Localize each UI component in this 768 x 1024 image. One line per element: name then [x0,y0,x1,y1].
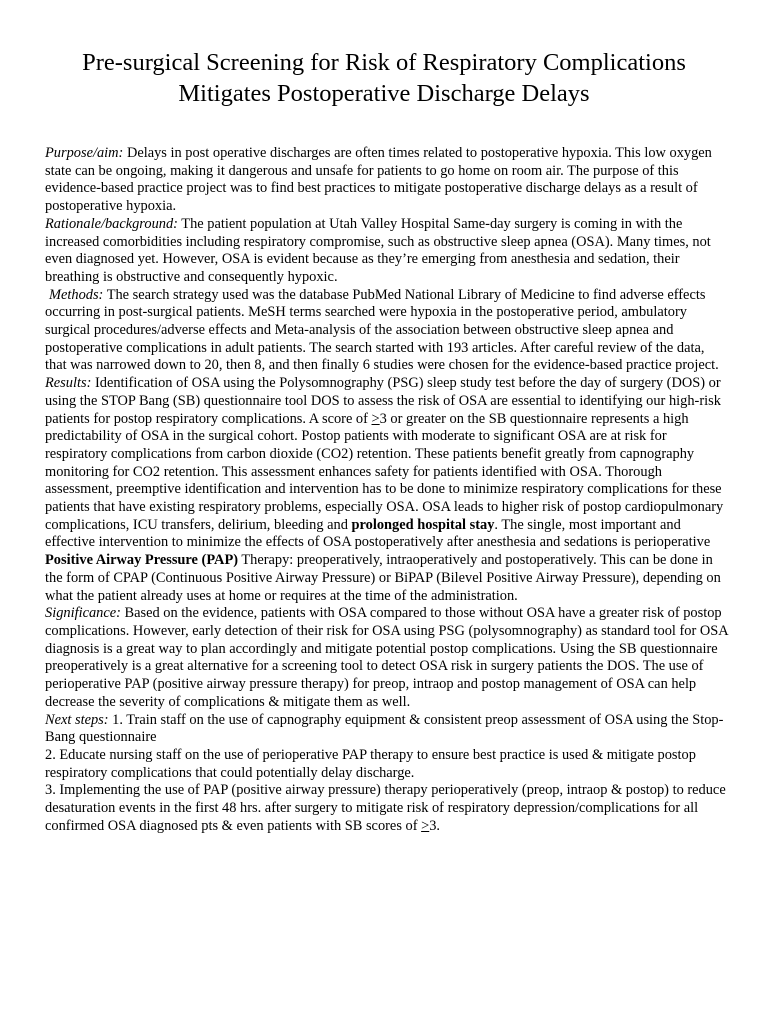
rationale-label: Rationale/background: [45,215,178,232]
next-steps-item-1 [45,712,728,747]
abstract-body [45,145,728,835]
significance-label: Significance: [45,605,121,622]
purpose-text: Delays in post operative discharges are often times related to postoperative hypoxia. This low oxygen state can be ongoing, making it dangerous and unsafe for patients to go home on room air. The purpose of this evidence-based practice project was to find best practices to mitigate postoperative discharge delays as a result of postoperative hypoxia. [45,145,712,215]
purpose-paragraph [45,145,728,216]
results-text-3: . The single, most important and effective intervention to minimize the effects of OSA postoperatively after anesthesia and sedations is perioperative [45,516,711,551]
next-steps-gt-symbol: > [421,817,430,834]
significance-paragraph [45,605,728,711]
next-steps-label: Next steps: [45,711,109,728]
results-bold-stay: prolonged hospital stay [351,516,495,533]
results-text-4: Therapy: preoperatively, intraoperatively and postoperatively. This can be done in the form of CPAP (Continuous Positive Airway Pressure) or BiPAP (Bilevel Positive Airway Pressure), depending on what the patient already uses at home or requires at the time of the administration. [45,552,721,604]
title-line-1: Pre-surgical Screening for Risk of Respiratory Complications [82,49,686,76]
methods-text: The search strategy used was the database PubMed National Library of Medicine to find adverse effects occurring in post-surgical patients. MeSH terms searched were hypoxia in the postoperative period, ambulatory surgical procedures/adverse effects and Meta-analysis of the association between obstructive sleep apnea and postoperative complications in adult patients. The search started with 193 articles. After careful review of the data, that was narrowed down to 20, then 8, and then finally 6 studies were chosen for the evidence-based practice project. [45,286,719,374]
significance-text: Based on the evidence, patients with OSA compared to those without OSA have a greater risk of postop complications. However, early detection of their risk for OSA using PSG (polysomnography) as standard tool for OSA diagnosis is a great way to plan accordingly and mitigate potential postop complications. Using the SB questionnaire preoperatively is a great alternative for a screening tool to detect OSA risk in surgery patients the DOS. The use of perioperative PAP (positive airway pressure therapy) for preop, intraop and postop management of OSA can help decrease the severity of complications & mitigate them as well. [45,605,728,710]
results-text-2: 3 or greater on the SB questionnaire represents a high predictability of OSA in the surgical cohort. Postop patients with moderate to significant OSA are at risk for respiratory complications from carbon dioxide (CO2) retention. These patients benefit greatly from capnography monitoring for CO2 retention. This assessment enhances safety for patients identified with OSA. Thorough assessment, preemptive identification and intervention has to be done to minimize respiratory complications for these patients that have existing respiratory problems, especially OSA. OSA leads to higher risk of postop cardiopulmonary complications, ICU transfers, delirium, bleeding and [45,410,724,533]
results-paragraph [45,375,728,605]
purpose-label: Purpose/aim: [45,145,124,161]
rationale-text: The patient population at Utah Valley Hospital Same-day surgery is coming in with the increased comorbidities including respiratory compromise, such as obstructive sleep apnea (OSA). Many times, not even diagnosed yet. However, OSA is evident because as they’re emerging from anesthesia and sedation, their breathing is obstructive and consequently hypoxic. [45,215,711,285]
document-title [40,47,728,109]
next-steps-item-2: 2. Educate nursing staff on the use of perioperative PAP therapy to ensure best practice is used & mitigate postop respiratory complications that could potentially delay discharge. [45,746,696,781]
next-steps-text-3b: 3. [429,817,441,834]
results-gt-symbol: > [371,410,380,427]
results-text-1: Identification of OSA using the Polysomnography (PSG) sleep study test before the day of surgery (DOS) or using the STOP Bang (SB) questionnaire tool DOS to assess the risk of OSA are essential to identifying our high-risk patients for postop respiratory complications. A score of [45,375,721,427]
next-steps-text-1: 1. Train staff on the use of capnography equipment & consistent preop assessment of OSA using the Stop-Bang questionnaire [45,711,724,746]
methods-paragraph [45,287,728,376]
results-bold-pap: Positive Airway Pressure (PAP) [45,552,239,569]
rationale-paragraph [45,216,728,287]
methods-label: Methods: [49,286,104,303]
next-steps-item-3 [45,782,728,835]
results-label: Results: [45,375,92,392]
next-steps-text-3a: 3. Implementing the use of PAP (positive airway pressure) therapy perioperatively (preop, intraop & postop) to reduce desaturation events in the first 48 hrs. after surgery to mitigate risk of respiratory depression/complications for all confirmed OSA diagnosed pts & even patients with SB scores of [45,782,726,834]
title-line-2: Mitigates Postoperative Discharge Delays [178,80,590,107]
